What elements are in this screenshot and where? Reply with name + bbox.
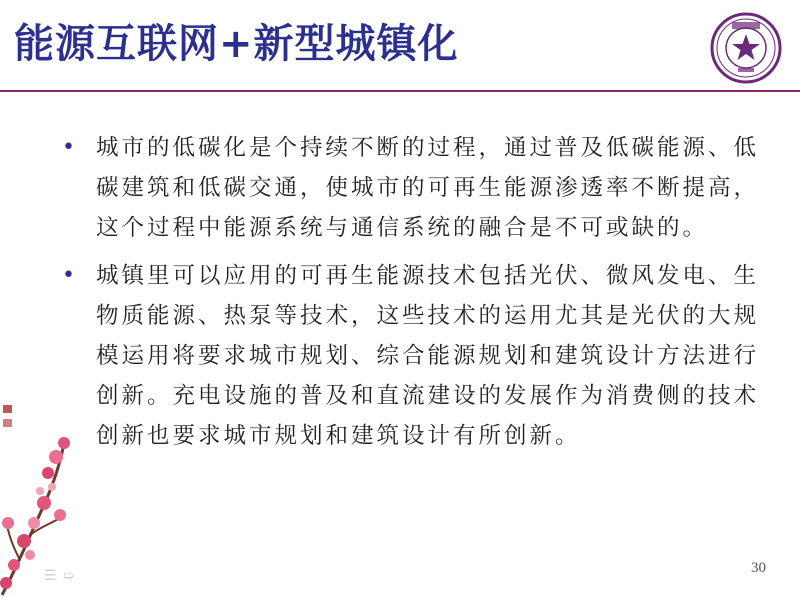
bullet-item xyxy=(62,256,762,456)
bullet-item xyxy=(62,128,762,248)
bullet-dot: • xyxy=(62,135,78,160)
bullet-dot: • xyxy=(62,263,78,288)
slide-title: 能源互联网+新型城镇化 xyxy=(14,21,459,67)
page-number: 30 xyxy=(751,560,766,576)
bullet-text: 城镇里可以应用的可再生能源技术包括光伏、微风发电、生物质能源、热泵等技术，这些技术的运用尤其是光伏的大规模运用将要求城市规划、综合能源规划和建筑设计方法进行创新。充电设施的普及和直流建设的发展作为消费侧的技术创新也要求城市规划和建筑设计有所创新。 xyxy=(96,263,760,449)
title-divider xyxy=(0,90,800,92)
bullet-text: 城市的低碳化是个持续不断的过程，通过普及低碳能源、低碳建筑和低碳交通，使城市的可再生能源渗透率不断提高，这个过程中能源系统与通信系统的融合是不可或缺的。 xyxy=(96,135,760,241)
slide-menu-icon[interactable]: ☰ xyxy=(44,568,57,584)
slide-nav xyxy=(44,568,74,584)
bullet-list xyxy=(62,128,762,464)
slide-next-arrow-icon[interactable]: ➯ xyxy=(62,568,75,584)
university-seal-icon xyxy=(710,12,782,84)
